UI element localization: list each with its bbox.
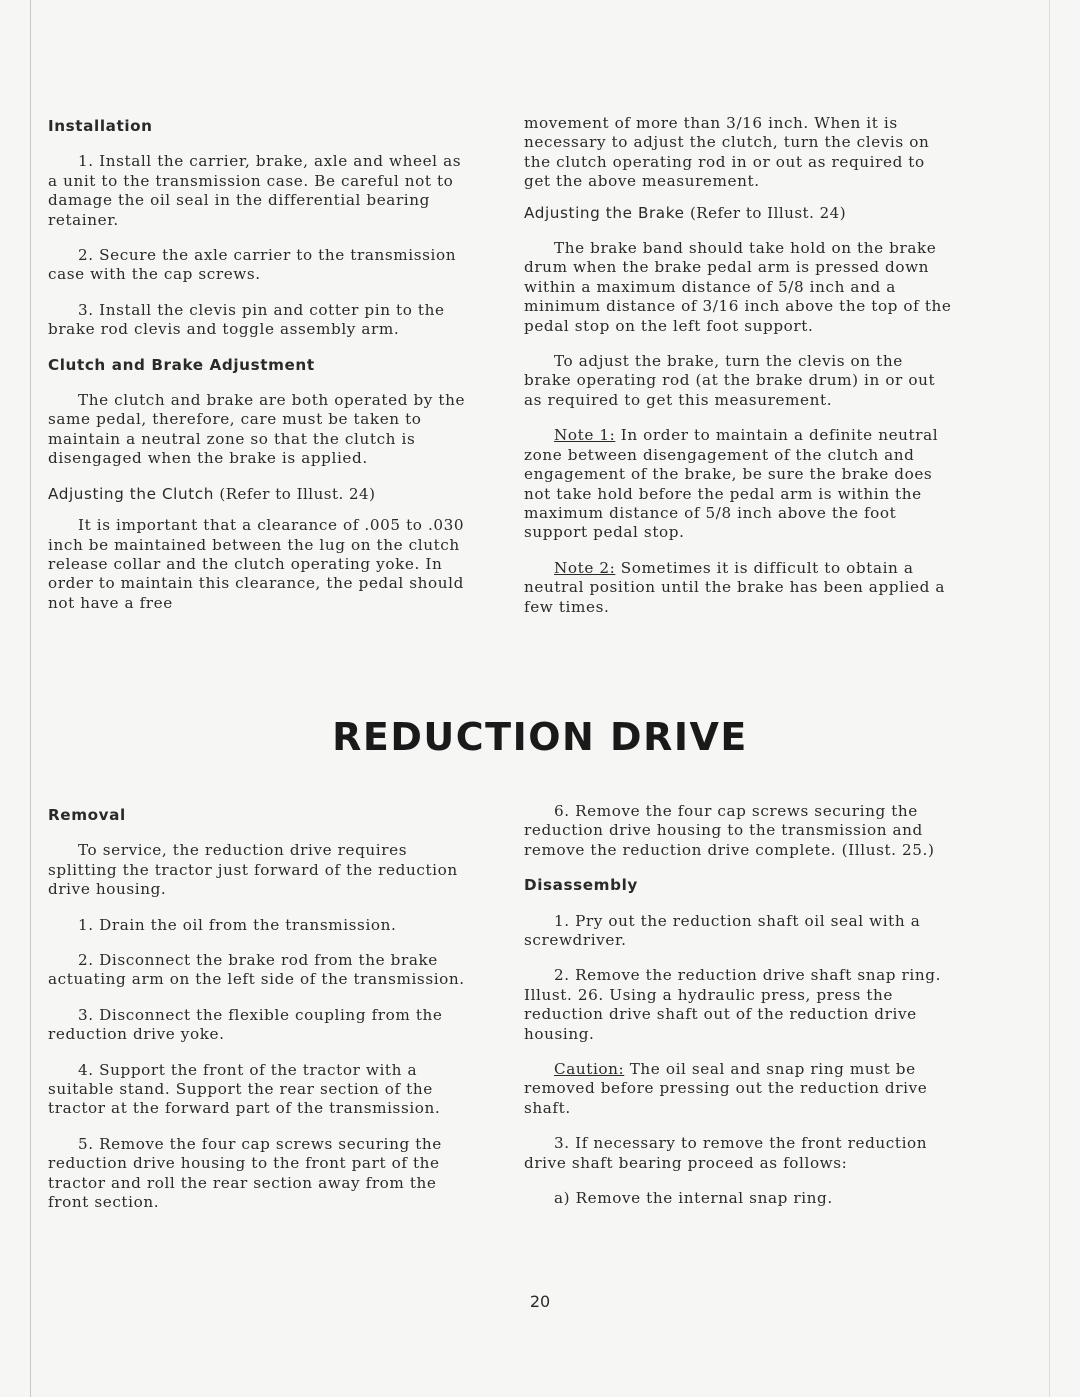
note-1 (524, 426, 952, 542)
page-edge-left (30, 0, 31, 1397)
disassembly-step: 2. Remove the reduction drive shaft snap ring. Illust. 26. Using a hydraulic press, press the reduction drive shaft out of the reduction drive housing. (524, 966, 941, 1043)
adjusting-brake-title: Adjusting the Brake (524, 203, 685, 222)
removal-intro: To service, the reduction drive requires splitting the tractor just forward of the reduction drive housing. (48, 841, 458, 899)
removal-step: 2. Disconnect the brake rod from the brake actuating arm on the left side of the transmission. (48, 951, 465, 989)
section-title: REDUCTION DRIVE (332, 715, 748, 759)
installation-heading: Installation (48, 117, 153, 135)
disassembly-heading: Disassembly (524, 876, 638, 895)
note-1-text: In order to maintain a definite neutral zone between disengagement of the clutch and engagement of the brake, be sure the brake does not take hold before the pedal arm is within the maximum distance of 5/8 inch above the foot support pedal stop. (524, 426, 939, 542)
removal-heading: Removal (48, 806, 126, 824)
adjusting-brake-ref: (Refer to Illust. 24) (689, 203, 847, 222)
installation-step: 2. Secure the axle carrier to the transmission case with the cap screws. (48, 246, 457, 284)
removal-step: 3. Disconnect the flexible coupling from the reduction drive yoke. (48, 1005, 443, 1044)
adjusting-brake-subheading (524, 204, 952, 223)
disassembly-step: 1. Pry out the reduction shaft oil seal with a screwdriver. (524, 911, 921, 950)
adjusting-clutch-ref: (Refer to Illust. 24) (219, 484, 376, 503)
note-2-label: Note 2: (554, 558, 616, 577)
clutch-brake-text: The clutch and brake are both operated by the same pedal, therefore, care must be taken to maintain a neutral zone so that the clutch is disengaged when the brake is applied. (48, 391, 466, 468)
disassembly-step: 3. If necessary to remove the front reduction drive shaft bearing proceed as follows: (524, 1134, 928, 1172)
note-1-label: Note 1: (554, 426, 616, 445)
caution-text: The oil seal and snap ring must be removed before pressing out the reduction drive shaft. (524, 1060, 928, 1117)
adjusting-clutch-text: It is important that a clearance of .005 to .030 inch be maintained between the lug on the clutch release collar and the clutch operating yoke. In order to maintain this clearance, the pedal should not have a free (48, 516, 465, 612)
removal-step: 5. Remove the four cap screws securing the reduction drive housing to the front part of the tractor and roll the rear section away from the front section. (48, 1134, 442, 1212)
bottom-right-column (524, 802, 952, 1209)
adjusting-clutch-title: Adjusting the Clutch (48, 484, 214, 503)
top-left-column (48, 117, 476, 613)
top-right-column (524, 114, 952, 617)
installation-step: 1. Install the carrier, brake, axle and wheel as a unit to the transmission case. Be careful not to damage the oil seal in the differential bearing retainer. (48, 152, 462, 229)
removal-step-6: 6. Remove the four cap screws securing the reduction drive housing to the transmission and remove the reduction drive complete. (Illust. 25.) (524, 802, 935, 859)
note-2-text: Sometimes it is difficult to obtain a neutral position until the brake has been applied a few times. (524, 558, 946, 616)
continued-text: movement of more than 3/16 inch. When it is necessary to adjust the clutch, turn the clevis on the clutch operating rod in or out as required to get the above measurement. (524, 114, 930, 191)
removal-step: 4. Support the front of the tractor with a suitable stand. Support the rear section of the tractor at the forward part of the transmission. (48, 1060, 441, 1118)
caution-label: Caution: (554, 1060, 625, 1079)
clutch-brake-heading: Clutch and Brake Adjustment (48, 355, 315, 374)
note-2 (524, 559, 952, 617)
installation-step: 3. Install the clevis pin and cotter pin to the brake rod clevis and toggle assembly arm. (48, 300, 445, 339)
removal-step: 1. Drain the oil from the transmission. (78, 915, 397, 934)
page-number: 20 (529, 1292, 551, 1311)
adjusting-clutch-subheading (48, 485, 476, 504)
caution-note (524, 1060, 952, 1118)
page-edge-right (1049, 0, 1050, 1397)
bottom-left-column (48, 806, 476, 1213)
disassembly-substep: a) Remove the internal snap ring. (554, 1189, 833, 1208)
brake-text-2: To adjust the brake, turn the clevis on the brake operating rod (at the brake drum) in or out as required to get this measurement. (524, 352, 936, 409)
brake-text-1: The brake band should take hold on the brake drum when the brake pedal arm is pressed down within a maximum distance of 5/8 inch and a minimum distance of 3/16 inch above the top of the pedal stop on the left foot support. (524, 239, 952, 335)
